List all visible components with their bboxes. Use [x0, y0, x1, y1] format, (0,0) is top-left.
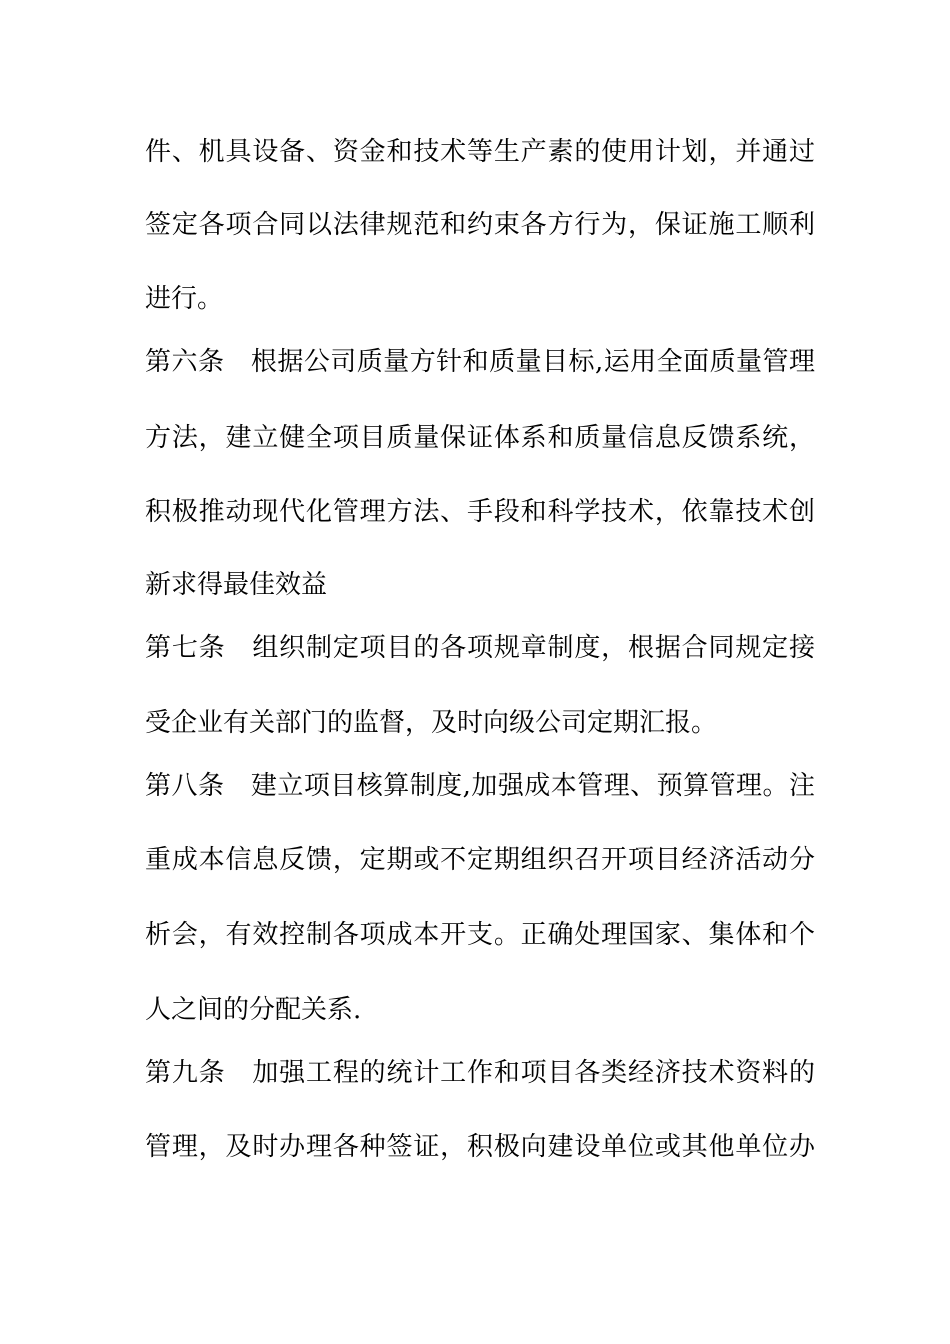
text-line: 管理，及时办理各种签证，积极向建设单位或其他单位办: [145, 1132, 815, 1162]
text-line: 人之间的分配关系.: [145, 995, 362, 1025]
text-line: 新求得最佳效益: [145, 570, 328, 600]
text-line: 方法，建立健全项目质量保证体系和质量信息反馈系统，: [145, 423, 815, 453]
text-line: 第七条 组织制定项目的各项规章制度，根据合同规定接: [145, 633, 815, 663]
text-line: 第六条 根据公司质量方针和质量目标,运用全面质量管理: [145, 347, 815, 377]
text-line: 第八条 建立项目核算制度,加强成本管理、预算管理。注: [145, 771, 815, 801]
text-line: 重成本信息反馈，定期或不定期组织召开项目经济活动分: [145, 845, 815, 875]
text-line: 件、机具设备、资金和技术等生产素的使用计划，并通过: [145, 137, 815, 167]
text-line: 受企业有关部门的监督，及时向级公司定期汇报。: [145, 708, 718, 738]
text-line: 析会，有效控制各项成本开支。正确处理国家、集体和个: [145, 920, 815, 950]
text-line: 签定各项合同以法律规范和约束各方行为，保证施工顺利: [145, 210, 815, 240]
text-line: 进行。: [145, 284, 224, 314]
text-line: 第九条 加强工程的统计工作和项目各类经济技术资料的: [145, 1058, 815, 1088]
text-line: 积极推动现代化管理方法、手段和科学技术，依靠技术创: [145, 497, 815, 527]
